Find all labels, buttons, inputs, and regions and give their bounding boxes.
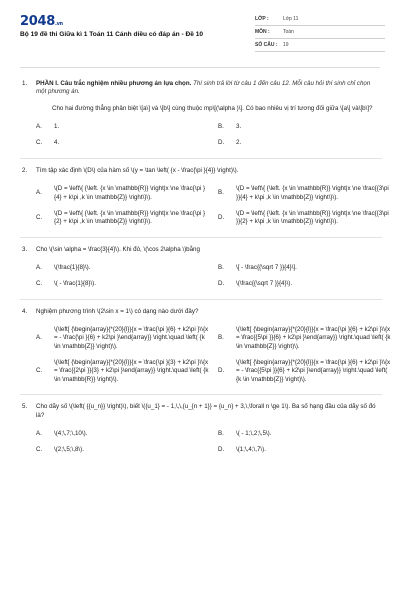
option-c[interactable] [36,206,210,231]
option-c[interactable] [36,355,210,388]
option-b[interactable] [218,426,392,442]
meta-row-class [255,13,385,26]
question-divider [20,394,382,395]
option-text: 4. [54,139,60,147]
option-a[interactable] [36,119,210,135]
option-d[interactable] [218,135,392,151]
question-number: 2. [22,166,28,174]
option-d[interactable] [218,206,392,231]
option-b[interactable] [218,322,392,355]
meta-label: SỐ CÂU : [255,42,278,49]
option-a[interactable] [36,260,210,276]
question-text: Cho dãy số \(\left( {{u_n}} \right)\), biết \({u_1} = - 1,\,\,{u_{n + 1}} = {u_n} + 3,\,\forall n \ge 1\). Ba số hạng đầu của dãy số đó là? [36,403,376,419]
option-text: \(D = \left\{ {\left. {x \in \mathbb{R}} \right|x \ne \frac{\pi }{4} + k\pi ,k \in \mathbb{Z}} \right\}\). [54,185,206,201]
option-text: \(\frac{{\sqrt 7 }}{4}\). [236,280,293,288]
page-title: Bộ 19 đề thi Giữa kì 1 Toán 11 Cánh diều có đáp án - Đề 10 [20,31,204,38]
question-3 [20,246,382,293]
document-header [0,0,400,56]
option-text: \(\left[ {\begin{array}{*{20}{l}}{x = \frac{\pi }{6} + k2\pi }\\{x = - \frac{\pi }{6} + k2\pi }\end{array}} \right.\quad \left( {k \in \mathbb{Z}} \right)\). [54,326,209,350]
option-letter: C. [36,139,43,147]
option-text: \(D = \left\{ {\left. {x \in \mathbb{R}} \right|x \ne \frac{\pi }{2} + k\pi ,k \in \mathbb{Z}} \right\}\). [54,209,206,226]
option-text: \(\frac{1}{8}\). [54,263,91,271]
option-text: \( - \frac{1}{8}\). [54,280,96,288]
meta-value: 19 [283,42,289,49]
question-divider [20,158,382,159]
option-d[interactable] [218,355,392,388]
option-b[interactable] [218,260,392,276]
option-grid [36,181,389,230]
option-c[interactable] [36,135,210,151]
option-text: 1. [54,123,60,131]
section-heading: PHẦN I. Câu trắc nghiệm nhiều phương án lựa chọn. [36,80,192,87]
header-divider [20,67,380,68]
logo-suffix: .vn [54,21,63,27]
option-letter: B. [218,429,224,437]
meta-label: LỚP : [255,16,269,23]
option-d[interactable] [218,276,392,292]
option-letter: A. [36,189,42,197]
meta-row-count [255,39,385,52]
option-d[interactable] [218,442,392,458]
option-c[interactable] [36,442,210,458]
question-1 [20,80,382,152]
option-letter: B. [218,189,224,197]
meta-value: Lớp 11 [283,16,299,23]
meta-label: MÔN : [255,29,270,36]
option-a[interactable] [36,181,210,206]
option-c[interactable] [36,276,210,292]
question-text: Tìm tập xác định \(D\) của hàm số \(y = \tan \left( {x - \frac{\pi }{4}} \right)\). [36,166,239,174]
option-text: \(D = \left\{ {\left. {x \in \mathbb{R}} \right|x \ne \frac{{3\pi }}{2} + k\pi ,k \in \mathbb{Z}} \right\}\). [236,209,389,226]
option-text: \(\left[ {\begin{array}{*{20}{l}}{x = \frac{\pi }{6} + k2\pi }\\{x = \frac{{5\pi }}{6} + k2\pi }\end{array}} \right.\quad \left( {k \in \mathbb{Z}} \right)\). [236,326,391,350]
option-letter: B. [218,123,224,131]
question-stem: Cho hai đường thẳng phân biệt \[a\] và \[b\] cùng thuộc mp\[(\alpha )\]. Có bao nhiêu vị trí tương đối giữa \[a\] và\[b\]? [52,104,373,112]
option-b[interactable] [218,119,392,135]
question-2 [20,166,389,231]
option-text: \[ - \frac{{\sqrt 7 }}{4}\]. [236,263,297,271]
question-4 [20,307,391,389]
option-grid [36,426,382,459]
option-a[interactable] [36,426,210,442]
meta-value: Toán [283,29,294,36]
option-text: \(D = \left\{ {\left. {x \in \mathbb{R}} \right|x \ne \frac{{3\pi }}{4} + k\pi ,k \in \mathbb{Z}} \right\}\). [236,185,389,201]
option-letter: D. [218,446,225,454]
option-letter: D. [218,214,225,222]
option-letter: A. [36,263,42,271]
option-letter: B. [218,263,224,271]
option-letter: C. [36,446,43,454]
option-text: \(1;\,4;\,7\). [236,446,266,454]
question-number: 1. [22,80,28,87]
site-logo[interactable] [20,13,63,31]
option-letter: D. [218,280,225,288]
option-text: \(\left[ {\begin{array}{*{20}{l}}{x = \frac{\pi }{6} + k2\pi }\\{x = - \frac{{5\pi }}{6} + k2\pi }\end{array}} \right.\quad \left( {k \in \mathbb{Z}} \right)\). [236,359,391,383]
question-list [20,80,391,459]
option-text: 2. [236,139,242,147]
option-text: \( - 1;\,2;\,5\). [236,429,272,437]
option-letter: D. [218,367,225,375]
meta-table [255,13,385,52]
option-text: \(2;\,5;\,8\). [54,446,84,454]
option-letter: A. [36,334,42,342]
option-grid [36,322,391,388]
option-letter: C. [36,280,43,288]
question-divider [20,237,382,238]
option-letter: D. [218,139,225,147]
question-text: Cho \(\sin \alpha = \frac{3}{4}\). Khi đó, \(\cos 2\alpha \)bằng [36,245,200,253]
option-grid [36,119,382,152]
section-instruction: Thí sinh trả lời từ câu 1 đến câu 12. Mỗi câu hỏi thí sinh chỉ chọn một phương án. [36,80,371,96]
option-b[interactable] [218,181,392,206]
option-letter: C. [36,367,43,375]
logo-text: 2048 [20,14,55,29]
question-text: Nghiệm phương trình \(2\sin x = 1\) có dạng nào dưới đây? [36,307,199,315]
option-letter: A. [36,123,42,131]
question-number: 4. [22,307,28,315]
option-a[interactable] [36,322,210,355]
option-letter: A. [36,429,42,437]
question-divider [20,299,382,300]
option-text: 3. [236,123,242,131]
meta-row-subject [255,26,385,39]
option-letter: C. [36,214,43,222]
question-number: 5. [22,403,28,411]
option-text: \(4;\,7;\,10\). [54,429,88,437]
option-grid [36,260,382,293]
question-5 [20,403,382,458]
question-text [36,80,382,97]
option-letter: B. [218,334,224,342]
option-text: \(\left[ {\begin{array}{*{20}{l}}{x = \frac{\pi }{3} + k2\pi }\\{x = \frac{{2\pi }}{3} + k2\pi }\end{array}} \right.\quad \left( {k \in \mathbb{R}} \right)\). [54,359,209,383]
question-number: 3. [22,245,28,253]
